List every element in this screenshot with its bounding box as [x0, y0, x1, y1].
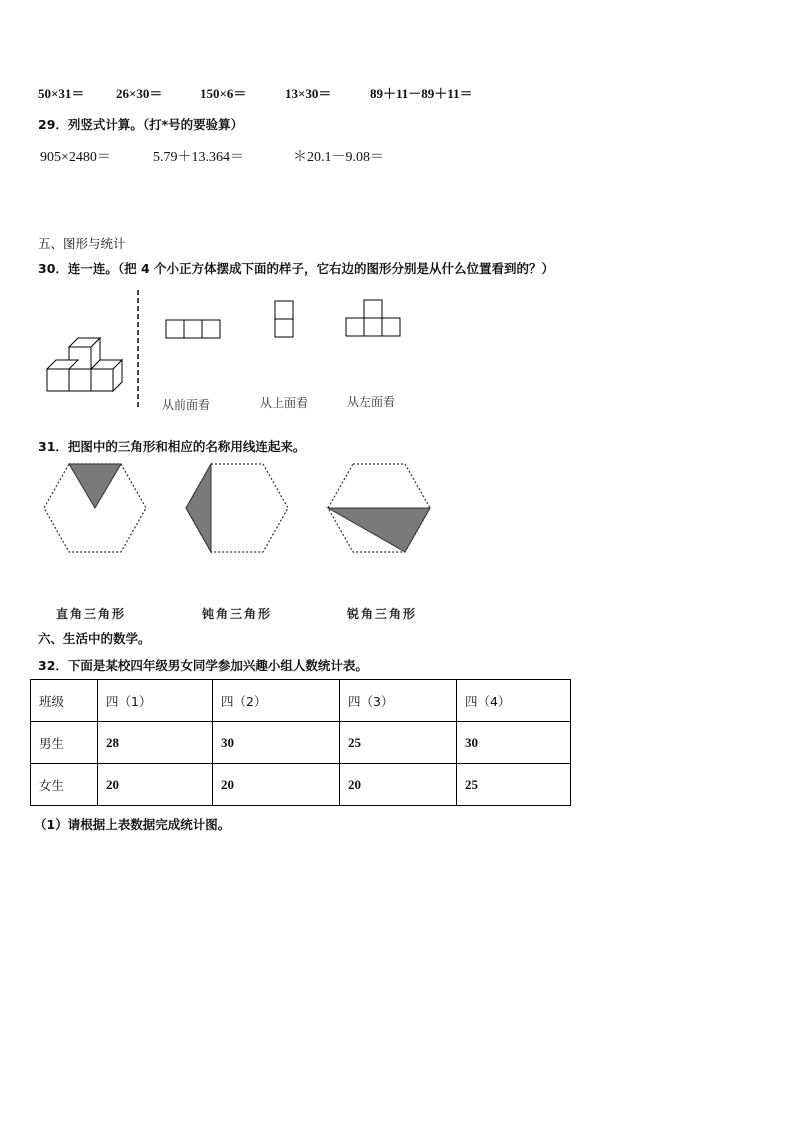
calc-item-5: 89＋11－89＋11＝	[370, 86, 473, 101]
hexagon-obtuse-triangle	[184, 462, 290, 554]
question-30-title: 30．连一连。（把 4 个小正方体摆成下面的样子，它右边的图形分别是从什么位置看到的？）	[38, 261, 555, 276]
calc-item-2: 26×30＝	[116, 86, 163, 101]
hexagon-acute-triangle	[326, 462, 432, 554]
cube-stack-figure	[40, 288, 150, 413]
vertical-calc-2: 5.79＋13.364＝	[153, 150, 244, 165]
view-label-top: 从上面看	[260, 396, 309, 410]
hexagon-right-triangle	[42, 462, 148, 554]
vertical-calc-3: ＊20.1－9.08＝	[293, 150, 384, 165]
view-label-front: 从前面看	[162, 398, 211, 412]
table-header-row	[31, 680, 571, 722]
row-label-girls: 女生	[31, 764, 98, 806]
header-cell: 四（2）	[213, 680, 340, 722]
row-label-boys: 男生	[31, 722, 98, 764]
table-cell: 25	[457, 764, 571, 806]
header-cell: 班级	[31, 680, 98, 722]
triangle-name-acute: 锐角三角形	[347, 607, 418, 621]
calc-item-1: 50×31＝	[38, 86, 85, 101]
view-shape-row-of-three	[165, 318, 223, 340]
table-row	[31, 722, 571, 764]
view-shape-column-of-two	[273, 300, 297, 340]
view-label-left: 从左面看	[347, 395, 396, 409]
table-cell: 20	[98, 764, 213, 806]
header-cell: 四（4）	[457, 680, 571, 722]
question-32-title: 32．下面是某校四年级男女同学参加兴趣小组人数统计表。	[38, 658, 368, 673]
section-6-heading: 六、生活中的数学。	[38, 631, 151, 646]
calc-item-4: 13×30＝	[285, 86, 332, 101]
table-cell: 20	[213, 764, 340, 806]
table-cell: 30	[213, 722, 340, 764]
question-29-title: 29．列竖式计算。（打*号的要验算）	[38, 117, 244, 132]
view-shape-t-shape	[345, 299, 405, 339]
interest-group-table	[30, 679, 571, 806]
section-5-heading: 五、图形与统计	[38, 236, 126, 251]
question-31-title: 31．把图中的三角形和相应的名称用线连起来。	[38, 439, 306, 454]
triangle-name-obtuse: 钝角三角形	[202, 607, 273, 621]
table-cell: 20	[340, 764, 457, 806]
calc-item-3: 150×6＝	[200, 86, 247, 101]
question-32-sub-1: （1）请根据上表数据完成统计图。	[34, 817, 231, 832]
table-row	[31, 764, 571, 806]
table-cell: 28	[98, 722, 213, 764]
vertical-calc-1: 905×2480＝	[40, 150, 111, 165]
header-cell: 四（1）	[98, 680, 213, 722]
triangle-name-right: 直角三角形	[56, 607, 127, 621]
header-cell: 四（3）	[340, 680, 457, 722]
table-cell: 30	[457, 722, 571, 764]
table-cell: 25	[340, 722, 457, 764]
